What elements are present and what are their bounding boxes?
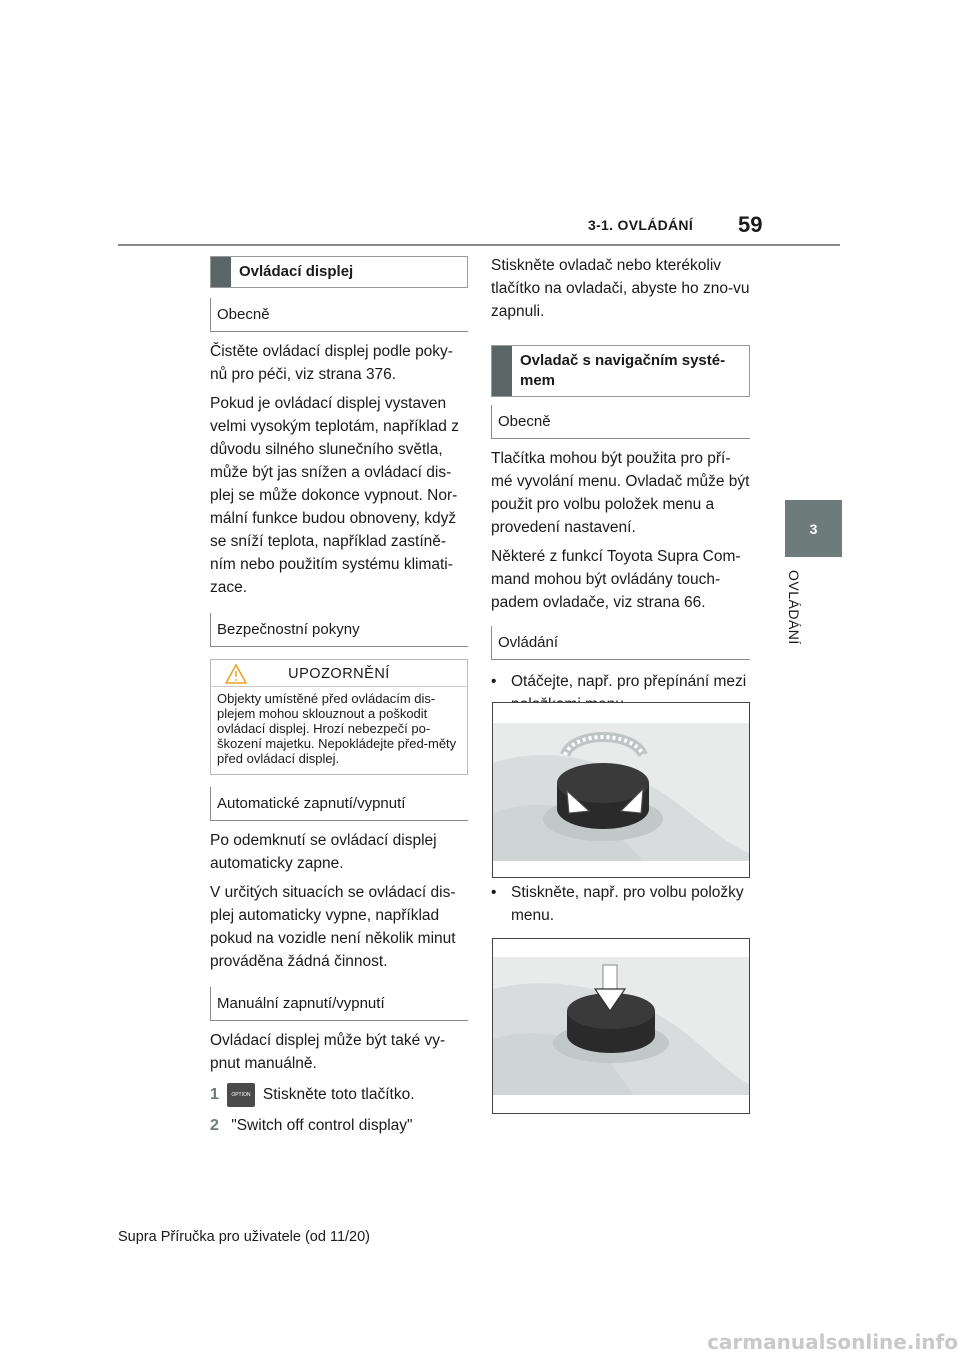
running-header-section: 3-1. OVLÁDÁNÍ <box>588 217 694 233</box>
step-1 <box>210 1083 468 1107</box>
paragraph: Po odemknutí se ovládací displej automaticky zapne. <box>210 832 437 872</box>
paragraph: Pokud je ovládací displej vystaven velmi vysokým teplotám, například z důvodu silného slunečního světla, může být jas snížen a ovládací dis-plej se může dokonce vypnout. Nor-mální funkce budou obnoveny, když se sníží teplota, například zastíně-ním nebo použitím systému klimati-zace. <box>210 395 459 596</box>
section-heading-title: Ovládací displej <box>239 263 354 280</box>
subheading-text: Ovládání <box>498 634 559 651</box>
subheading-general <box>491 405 750 439</box>
paragraph: Některé z funkcí Toyota Supra Com-mand mohou být ovládány touch-padem ovladače, viz strana 66. <box>491 548 741 611</box>
section-heading-bar <box>492 346 512 396</box>
bullet-text: Stiskněte, např. pro volbu položky menu. <box>511 884 744 924</box>
paragraph: Stiskněte ovladač nebo kterékoliv tlačítko na ovladači, abyste ho zno-vu zapnuli. <box>491 257 750 320</box>
subheading-text: Obecně <box>498 413 551 430</box>
left-column <box>210 256 468 1135</box>
subheading-text: Manuální zapnutí/vypnutí <box>217 995 385 1012</box>
subheading-text: Obecně <box>217 306 270 323</box>
section-heading-control-display <box>210 256 468 288</box>
subheading-operation <box>491 626 750 660</box>
chapter-label <box>774 570 854 650</box>
chapter-tab <box>785 500 842 557</box>
section-heading-controller <box>491 345 750 397</box>
figure-controller-press <box>492 938 750 1114</box>
bullet-item: • Otáčejte, např. pro přepínání mezi <box>491 670 750 716</box>
paragraph: Ovládací displej může být také vy-pnut manuálně. <box>210 1032 446 1072</box>
warning-title: UPOZORNĚNÍ <box>288 666 390 682</box>
watermark: carmanualsonline.info <box>707 1330 958 1354</box>
header-divider <box>118 244 840 246</box>
section-heading-title: Ovladač s navigačním systé-mem <box>520 352 726 389</box>
subheading-manual-onoff <box>210 987 468 1021</box>
paragraph: V určitých situacích se ovládací dis-plej automaticky vypne, například pokud na vozidle není několik minut prováděna žádná činnost. <box>210 884 456 970</box>
step-text: "Switch off control display" <box>231 1117 413 1134</box>
subheading-text: Bezpečnostní pokyny <box>217 621 360 638</box>
chapter-number: 3 <box>809 520 818 537</box>
figure-controller-rotate <box>492 702 750 878</box>
step-text: Stiskněte toto tlačítko. <box>262 1086 415 1103</box>
subheading-text: Automatické zapnutí/vypnutí <box>217 795 406 812</box>
controller-rotate-illustration <box>493 703 749 877</box>
option-button-icon: OPTION <box>227 1083 255 1107</box>
right-column <box>491 254 750 716</box>
step-number: 2 <box>210 1117 219 1134</box>
page-number: 59 <box>738 212 763 237</box>
bullet-item: • Stiskněte, např. pro volbu položky menu. <box>491 881 750 927</box>
paragraph: Tlačítka mohou být použita pro pří-mé vyvolání menu. Ovladač může být použit pro volbu položek menu a provedení nastavení. <box>491 450 750 536</box>
subheading-auto-onoff <box>210 787 468 821</box>
bullet-text: Otáčejte, např. pro přepínání mezi <box>511 673 747 690</box>
footer-text: Supra Příručka pro uživatele (od 11/20) <box>118 1229 371 1245</box>
subheading-safety <box>210 613 468 647</box>
warning-text: Objekty umístěné před ovládacím dis-plejem mohou sklouznout a poškodit ovládací displej. Hrozí nebezpečí po-škození majetku. Nepokládejte před-měty před ovládací displej. <box>217 691 457 766</box>
step-number: 1 <box>210 1086 219 1103</box>
chapter-label-text: OVLÁDÁNÍ <box>786 570 802 645</box>
controller-press-illustration <box>493 939 749 1113</box>
subheading-general <box>210 298 468 332</box>
warning-box <box>210 659 468 775</box>
paragraph: Čistěte ovládací displej podle poky-nů pro péči, viz strana 376. <box>210 343 453 383</box>
step-2 <box>210 1117 468 1135</box>
section-heading-bar <box>211 257 231 287</box>
warning-icon <box>225 664 247 684</box>
